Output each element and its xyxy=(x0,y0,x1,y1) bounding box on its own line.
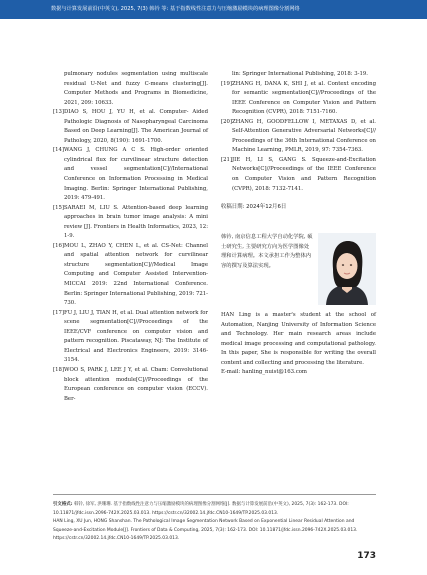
journal-header-text: 数据与计算发展前沿(中英文), 2025, 7(3) 韩钤 等: 基于指数线性注意力与压缩激励模块的病理图像分割网络 xyxy=(51,6,300,12)
references-left-column xyxy=(53,70,208,404)
reference-number: [20] xyxy=(221,118,232,125)
reference-text: WANG J, CHUNG A C S. High-order oriented cylindrical flux for curvilinear structure detection and vessel segmentation[C]//International Conference on Information Processing in Medical Imaging. Berlin: Springer International Publishing, 2019: 479-491. xyxy=(64,147,208,202)
reference-number: [16] xyxy=(53,242,64,249)
reference-number: [13] xyxy=(53,109,64,116)
reference-text: pulmonary nodules segmentation using multiscale residual U-Net and fuzzy C-means clustering[J]. Computer Methods and Programs in Biomedicine, 2021, 209: 10633. xyxy=(64,71,208,106)
reference-item xyxy=(221,80,376,118)
citation-block xyxy=(53,501,376,544)
references-right-column xyxy=(221,70,376,213)
author-bio-english xyxy=(221,311,376,378)
reference-text: ZHANG H, DANA K, SHI J, et al. Context encoding for semantic segmentation[C]//Proceedings of the IEEE Conference on Computer Vision and Pattern Recognition (CVPR), 2018: 7151-7160. xyxy=(232,80,376,116)
page-number: 173 xyxy=(357,551,376,561)
reference-item xyxy=(53,108,208,146)
reference-text: JIE H, LI S, GANG S. Squeeze-and-Excitation Networks[C]//Proceedings of the IEEE Conference on Computer Vision and Pattern Recognition (CVPR), 2018: 7132-7141. xyxy=(232,156,376,192)
reference-text: lin: Springer International Publishing, 2018: 3-19. xyxy=(232,71,368,77)
citation-chinese xyxy=(53,501,376,518)
reference-text: ZHANG H, GOODFELLOW I, METAXAS D, et al. Self-Attention Generative Adversarial Networks[C]// Proceedings of the 36th International Conference on Machine Learning, PMLR, 2019, 97: 7354-7363. xyxy=(232,118,376,154)
reference-item xyxy=(53,204,208,242)
reference-text: SARAEI M, LIU S. Attention-based deep learning approaches in brain tumor image analysis: A mini review [J]. Frontiers in Health Informatics, 2023, 12: 1-9. xyxy=(64,204,208,240)
reference-item xyxy=(53,366,208,404)
journal-header xyxy=(0,0,427,19)
author-bio-english-text: HAN Ling is a master's student at the school of Automation, Nanjing University of Information Science and Technology. Her main research areas include medical image processing and computational pathology. In this paper, She is responsible for writing the overall content and collecting and processing the literature. xyxy=(221,312,376,366)
reference-text: WOO S, PARK J, LEE J Y, et al. Cbam: Convolutional block attention module[C]//Proceedings of the European conference on computer vision (ECCV). Ber- xyxy=(64,366,208,402)
reference-text: MOU L, ZHAO Y, CHEN L, et al. CS-Net: Channel and spatial attention network for curvilinear structure segmentation[C]//Medical Image Computing and Computer Assisted Intervention-MICCAI 2019: 22nd International Conference. Berlin: Springer International Publishing, 2019: 721-730. xyxy=(64,242,208,307)
received-date: 收稿日期: 2024年12月6日 xyxy=(221,204,287,211)
reference-number: [15] xyxy=(53,204,64,211)
reference-item xyxy=(221,118,376,156)
reference-number: [19] xyxy=(221,80,232,87)
reference-number: [17] xyxy=(53,309,64,316)
reference-item xyxy=(53,146,208,203)
author-portrait-illustration xyxy=(318,233,376,305)
footnote-divider xyxy=(53,494,376,495)
author-email: E-mail: hanling_nuist@163.com xyxy=(221,369,307,376)
reference-number: [18] xyxy=(53,366,64,373)
reference-number: [21] xyxy=(221,156,232,163)
reference-item xyxy=(221,156,376,194)
reference-text: DIAO S, HOU J, YU H, et al. Computer- Aided Pathologic Diagnosis of Nasopharyngeal Carcinoma Based on Deep Learning[J]. The American Journal of Pathology, 2020, 8(190): 1691-1700. xyxy=(64,109,208,144)
reference-item xyxy=(53,309,208,366)
reference-item xyxy=(53,70,208,108)
citation-label: 引文格式: xyxy=(53,502,73,507)
author-photo xyxy=(318,233,376,305)
citation-english: HAN Ling, XU Jun, HONG Shanshan. The Pathological Image Segmentation Network Based on Exponential Linear Residual Attention and Squeeze-and-Excitation Module[J]. Frontiers of Data & Computing, 2025, 7(3): 162-173. DOI: 10.11871/jfdc.issn.2096-742X.2025.03.013. https://cstr.cn/32002.14.jfdc.CN10-1649/TP.2025.03.013. xyxy=(53,519,358,542)
reference-item xyxy=(53,242,208,309)
reference-text: FU J, LIU J, TIAN H, et al. Dual attention network for scene segmentation[C]//Proceedings of the IEEE/CVF conference on computer vision and pattern recognition. Piscataway, NJ: The Institute of Electrical and Electronics Engineers, 2019: 3146-3154. xyxy=(64,309,208,364)
reference-number: [14] xyxy=(53,147,64,154)
reference-item xyxy=(221,70,376,80)
citation-chinese-text: 韩钤, 徐军, 洪珊珊. 基于指数线性注意力与压缩激励模块的病理图像分割网络[J]. 数据与计算发展前沿(中英文), 2025, 7(3): 162-173. DOI: 10.11871/jfdc.issn.2096-742X.2025.03.013. https://cstr.cn/32002.14.jfdc.CN10-1649/TP.2025.03.013. xyxy=(53,502,349,516)
author-bio-chinese: 韩钤, 南京信息工程大学自动化学院, 硕士研究生, 主要研究方向为医学图像处理和计算病理。本文承担工作为整体内容的撰写及算法实现。 xyxy=(221,234,313,269)
